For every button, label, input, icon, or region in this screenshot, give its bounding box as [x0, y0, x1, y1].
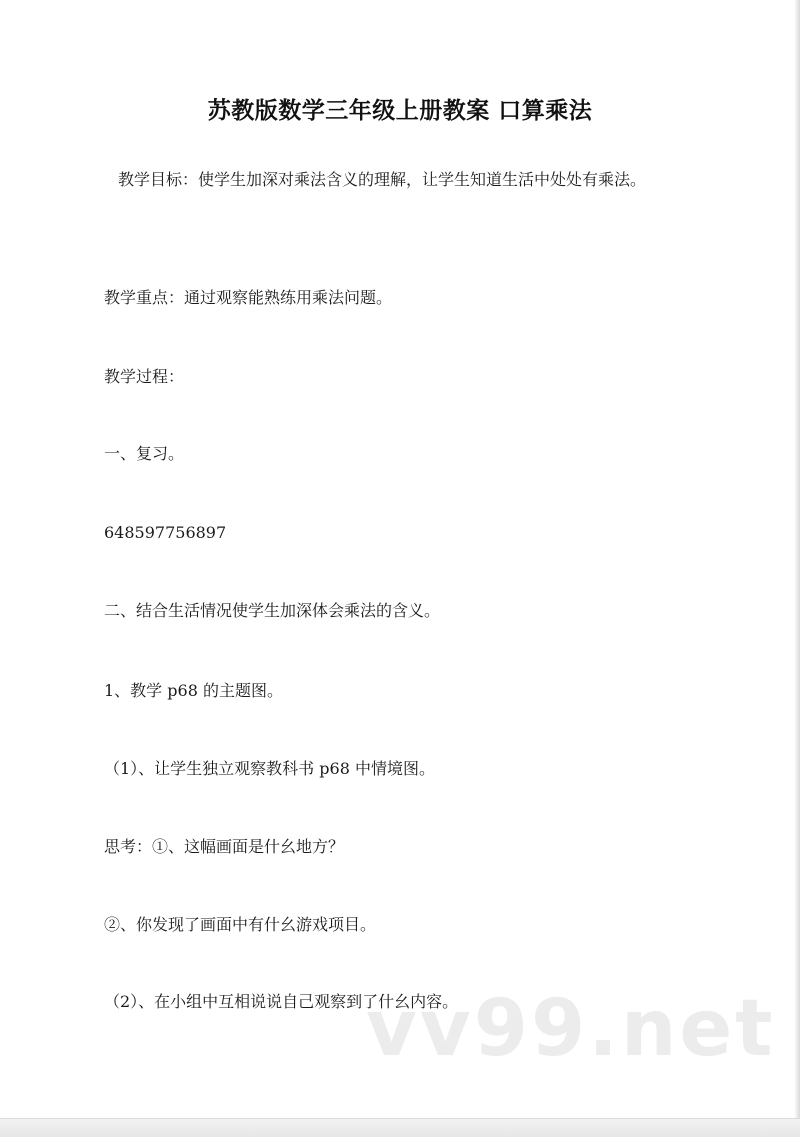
page-edge-shadow: [794, 0, 800, 1120]
paragraph-teach-theme-picture: 1、教学 p68 的主题图。: [104, 681, 283, 700]
section-heading-review: 一、复习。: [104, 444, 185, 463]
paragraph-teaching-process: 教学过程：: [104, 367, 185, 386]
paragraph-think-question-1: 思考：①、这幅画面是什幺地方？: [104, 837, 345, 856]
page-title: 苏教版数学三年级上册教案 口算乘法: [207, 98, 593, 124]
section-heading-life-context: 二、结合生活情况使学生加深体会乘法的含义。: [104, 601, 441, 620]
paragraph-group-discussion: （2）、在小组中互相说说自己观察到了什幺内容。: [104, 992, 459, 1011]
page-bottom-edge: [0, 1118, 800, 1137]
paragraph-teaching-goal: 教学目标：使学生加深对乘法含义的理解，让学生知道生活中处处有乘法。: [118, 170, 647, 189]
paragraph-think-question-2: ②、你发现了画面中有什幺游戏项目。: [104, 915, 377, 934]
watermark-logo: vv99.net: [366, 984, 776, 1074]
paragraph-review-numbers: 648597756897: [104, 523, 227, 542]
paragraph-teaching-focus: 教学重点：通过观察能熟练用乘法问题。: [104, 288, 393, 307]
paragraph-observe-picture: （1）、让学生独立观察教科书 p68 中情境图。: [104, 759, 435, 778]
